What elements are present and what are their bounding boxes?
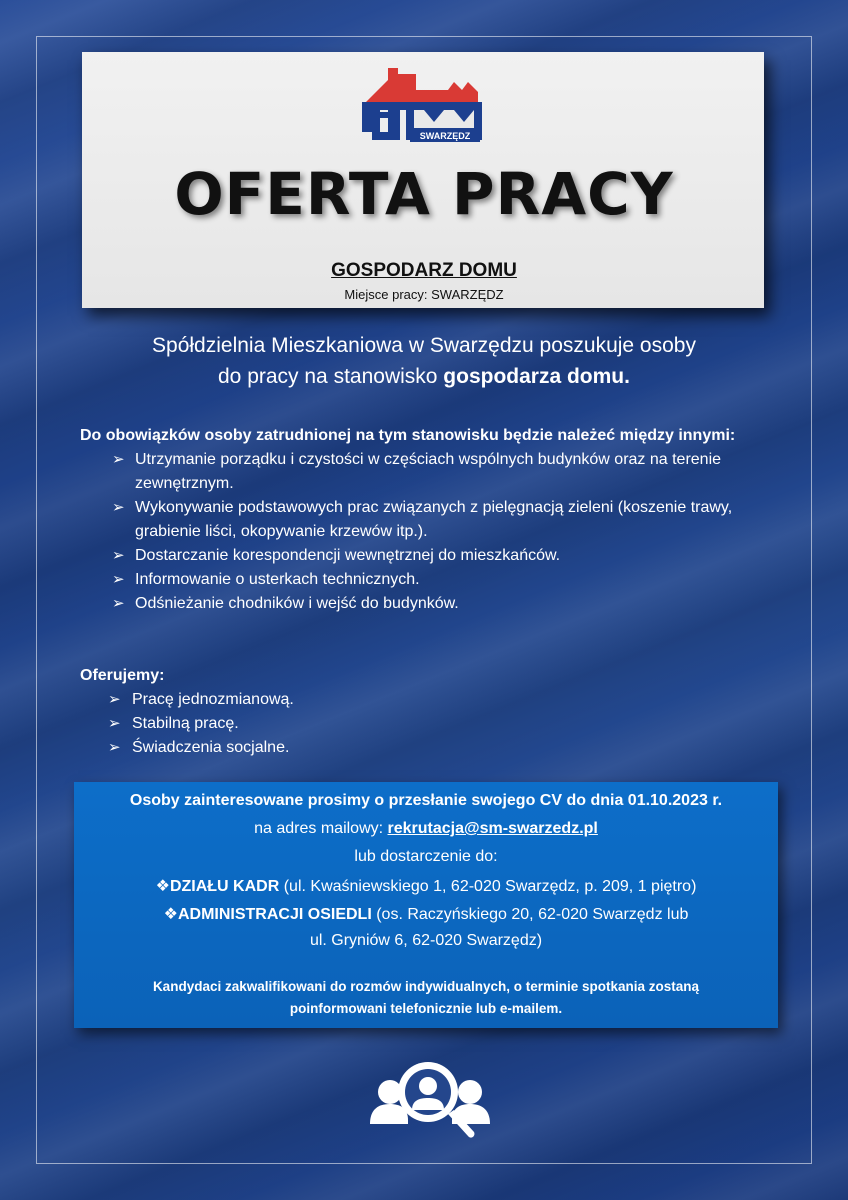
duties-heading: Do obowiązków osoby zatrudnionej na tym stanowisku będzie należeć między innymi: [80,427,736,444]
arrow-bullet-icon: ➢ [108,691,121,708]
admin-label: ADMINISTRACJI OSIEDLI [177,906,372,923]
hr-address [74,876,778,896]
admin-address-text: (os. Raczyńskiego 20, 62-020 Swarzędz lub [371,906,689,923]
list-item [80,592,770,616]
offer-text: Stabilną pracę. [132,715,239,732]
intro-line-2 [80,361,768,392]
contact-box [74,782,778,1028]
contact-email-line [74,820,778,838]
contact-note-line-2: poinformowani telefonicznie lub e-mailem. [289,1001,563,1016]
offers-section [80,664,770,760]
email-prefix: na adres mailowy: [254,820,388,837]
intro-text [80,330,768,392]
contact-note-line-1: Kandydaci zakwalifikowani do rozmów indywidualnych, o terminie spotkania zostaną [152,979,700,994]
diamond-bullet-icon: ❖ [155,878,170,895]
duty-text: Odśnieżanie chodników i wejść do budynków. [135,595,459,612]
contact-note [74,976,778,1020]
admin-address [74,904,778,924]
duties-section [80,424,770,616]
offer-text: Świadczenia socjalne. [132,739,290,756]
hr-address-text: (ul. Kwaśniewskiego 1, 62-020 Swarzędz, p. 209, 1 piętro) [279,878,697,895]
intro-line-1: Spółdzielnia Mieszkaniowa w Swarzędzu poszukuje osoby [152,334,696,357]
list-item [80,496,770,544]
offers-heading: Oferujemy: [80,667,165,684]
arrow-bullet-icon: ➢ [112,595,125,612]
duty-text: Informowanie o usterkach technicznych. [135,571,420,588]
arrow-bullet-icon: ➢ [108,739,121,756]
page-title: OFERTA PRACY [174,160,674,228]
arrow-bullet-icon: ➢ [112,451,125,468]
arrow-bullet-icon: ➢ [112,547,125,564]
duty-text: Utrzymanie porządku i czystości w częściach wspólnych budynków oraz na terenie zewnętrznym. [135,451,722,492]
candidate-search-icon [368,1058,492,1146]
intro-line-2-prefix: do pracy na stanowisko [218,365,444,388]
admin-address-line-2: ul. Gryniów 6, 62-020 Swarzędz) [309,932,543,949]
duty-text: Dostarczanie korespondencji wewnętrznej do mieszkańców. [135,547,561,564]
contact-deadline: Osoby zainteresowane prosimy o przesłanie swojego CV do dnia 01.10.2023 r. [129,792,723,809]
list-item [80,688,770,712]
offer-text: Pracę jednozmianową. [132,691,294,708]
diamond-bullet-icon: ❖ [163,906,178,923]
intro-line-2-bold: gospodarza domu. [443,365,630,388]
list-item [80,568,770,592]
arrow-bullet-icon: ➢ [112,499,125,516]
arrow-bullet-icon: ➢ [112,571,125,588]
position-title: GOSPODARZ DOMU [331,260,517,281]
email-link[interactable]: rekrutacja@sm-swarzedz.pl [387,820,598,837]
list-item [80,712,770,736]
duties-list [80,448,770,616]
list-item [80,736,770,760]
work-location: Miejsce pracy: SWARZĘDZ [344,287,504,302]
house-logo-icon [358,68,486,146]
list-item [80,448,770,496]
arrow-bullet-icon: ➢ [108,715,121,732]
list-item [80,544,770,568]
logo-brand-text: SWARZĘDZ [419,131,471,141]
contact-delivery-line: lub dostarczenie do: [354,848,498,865]
hr-label: DZIAŁU KADR [169,878,280,895]
duty-text: Wykonywanie podstawowych prac związanych z pielęgnacją zieleni (koszenie trawy, grabienie liści, okopywanie krzewów itp.). [135,499,733,540]
offers-list [80,688,770,760]
